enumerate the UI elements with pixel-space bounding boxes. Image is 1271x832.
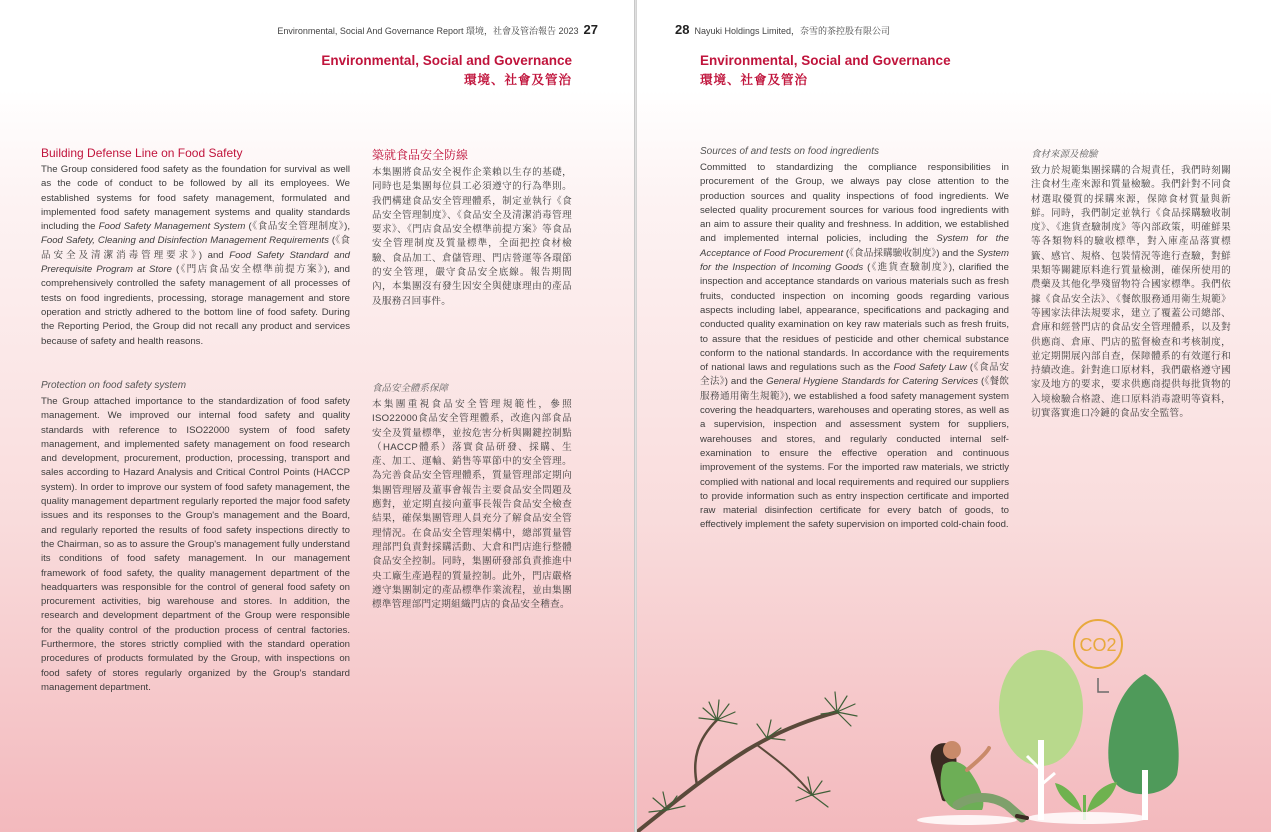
section-title-en-left: Environmental, Social and Governance — [321, 53, 572, 68]
running-header-right: 28 Nayuki Holdings Limited，奈雪的茶控股有限公司 — [675, 22, 891, 37]
sources-heading-en: Sources of and tests on food ingredients — [700, 146, 880, 157]
protection-heading-en: Protection on food safety system — [41, 380, 187, 391]
building-heading-zh: 築就食品安全防線 — [372, 148, 469, 162]
building-en-column — [41, 146, 350, 349]
protection-zh-column — [372, 380, 572, 612]
right-page — [637, 0, 1271, 832]
pine-tree-icon — [637, 692, 857, 832]
sources-zh-column — [1031, 146, 1231, 421]
page-number-right: 28 — [675, 22, 690, 37]
sitting-person-icon — [931, 741, 1027, 818]
left-page — [0, 0, 634, 832]
protection-en-column — [41, 380, 350, 695]
co2-bubble-icon — [1074, 620, 1122, 692]
sources-paragraph-en: Committed to standardizing the compliance responsibilities in procurement of the Group, we always pay close attention to the production sources and quality inspections of food ingredients. We selected quality procurement sources for various food ingredients with an aim to assure their quality and freshness. In addition, we established and implemented internal policies, including the System for the Acceptance of Food Procurement (《食品採購驗收制度》) and the System for the Inspection of Incoming Goods (《進貨查驗制度》), clarified the inspection and acceptance standards on various materials such as fresh fruits, conducted inspection on incoming goods regarding various aspects including label, appearance, specifications and packaging and conducted quality examination on key raw materials such as fresh fruits, to assure that the residues of pesticide and other chemical substance conform to the national standards. In accordance with the requirements of national laws and regulations such as the Food Safety Law (《食品安全法》) and the General Hygiene Standards for Catering Services (《餐飲服務通用衛生規範》), we established a food safety management system covering the headquarters, warehouses and operating stores, as well as a supervision, inspection and assessment system for suppliers, warehouses and stores, and regularly conducted internal self-examination to ensure the effective operation and continuous improvement of the systems. For the imported raw materials, we strictly complied with national and local requirements and required our suppliers to provide information such as entry inspection certificate and imported raw material disinfection certificate for every batch of goods, to effectively implement the safety supervision on imported cold-chain food. — [700, 162, 1010, 531]
sources-en-column — [700, 146, 1009, 533]
protection-paragraph-en: The Group attached importance to the standardization of food safety management. We improved our internal food safety and quality standards with reference to ISO22000 system of food safety management, and implemented safety management on food research and development, procurement, production, processing, transport and sales according to Hazard Analysis and Critical Control Points (HACCP system). In order to improve our system of food safety management, the quality management department regularly reported the major food safety issues and its responses to the Group's management and the Board, and regularly reported the results of food safety inspections directly to the Chairman, so as to assure the Group's management fully understand its conditions of food safety management. In our management framework of food safety, the quality management department of the headquarters was responsible for the control of general food safety on procurement activities, big warehouse and stores. In addition, the research and development department of the Group were responsible for the quality control of the production process of central factories. Furthermore, the stores strictly complied with the standard operation procedures of products formulated by the Group, with inspections on food safety of stores regularly organized by the Group's standard management department. — [41, 396, 351, 693]
sources-paragraph-zh: 致力於規範集團採購的合規責任，我們時刻關注食材生產來源和質量檢驗。我們針對不同食材選取優質的採購來源，保障食材質量與新鮮。同時，我們制定並執行《食品採購驗收制度》、《進貨查驗制度》等內部政策，明確鮮果等各類物料的驗收標準，對入庫產品落實標籤、感官、規格、包裝情況等進行查驗，對鮮果類等關鍵原料進行質量檢測，確保所使用的農藥及其他化學殘留物符合國家標準。我們依據《食品安全法》、《餐飲服務通用衛生規範》等國家法律法規要求，建立了覆蓋公司總部、倉庫和經營門店的食品安全管理體系，以及對供應商、倉庫、門店的監督檢查和考核制度，並定期開展內部自查，保障體系的有效運行和持續改進。針對進口原材料，我們嚴格遵守國家及地方的要求，要求供應商提供每批貨物的入境檢驗合格證、進口原料消毒證明等資料，切實落實進口冷鏈的食品安全監管。 — [1031, 165, 1231, 420]
protection-heading-zh: 食品安全體系保障 — [372, 383, 449, 394]
nature-illustration — [637, 600, 1271, 832]
co2-label: CO2 — [1079, 635, 1117, 655]
section-title-zh-left: 環境、社會及管治 — [463, 73, 572, 87]
building-heading-en: Building Defense Line on Food Safety — [41, 146, 243, 160]
section-title-en-right: Environmental, Social and Governance — [700, 53, 951, 68]
building-paragraph-zh: 本集團將食品安全視作企業賴以生存的基礎，同時也是集團每位員工必須遵守的行為準則。我們構建食品安全管理體系，制定並執行《食品安全管理制度》、《食品安全及清潔消毒管理要求》、《門店食品安全標準前提方案》等食品安全管理制度及質量標準，全面把控食材檢驗、食品加工、倉儲管理、門店營運等各環節的安全管理，嚴守食品安全底線。報告期間內，本集團沒有發生因安全與健康理由的產品及服務召回事件。 — [372, 167, 572, 307]
building-paragraph-en: The Group considered food safety as the foundation for survival as well as the code of conduct to be followed by all its employees. We established systems for food safety management, formulated and implemented food safety management systems and quality standards including the Food Safety Management System (《食品安全管理制度》), Food Safety, Cleaning and Disinfection Management Requirements (《食品安全及清潔消毒管理要求》) and Food Safety Standard and Prerequisite Program at Store (《門店食品安全標準前提方案》), and comprehensively controlled the safety management of all processes of tests on food ingredients, processing, storage management and store operation and strictly adhered to the bottom line of food safety. During the Reporting Period, the Group did not recall any product and services because of safety and health reasons. — [41, 164, 351, 347]
building-zh-column — [372, 146, 572, 309]
tall-tree-icon — [1108, 674, 1178, 820]
sources-heading-zh: 食材來源及檢驗 — [1031, 149, 1098, 160]
section-title-zh-right: 環境、社會及管治 — [700, 73, 809, 87]
page-number-left: 27 — [583, 22, 598, 37]
protection-paragraph-zh: 本集團重視食品安全管理規範性，參照ISO22000食品安全管理體系，改進內部食品安全及質量標準，並按危害分析與關鍵控制點（HACCP體系）落實食品研發、採購、生產、加工、運輸、銷售等單節中的安全管理。為完善食品安全管理體系，質量管理部定期向集團管理層及董事會報告主要食品安全問題及應對，並定期直接向董事長報告食品安全檢查結果，確保集團管理人員充分了解食品安全管理情況。在食品安全管理架構中，總部質量管理部門負責對採購活動、大倉和門店進行整體食品安全控制。同時，集團研發部負責推進中央工廠生產過程的質量控制。此外，門店嚴格遵守集團制定的產品標準作業流程，並由集團標準管理部門定期組織門店的食品安全稽查。 — [372, 399, 572, 611]
running-header-left: Environmental, Social And Governance Report 環境，社會及管治報告 2023 27 — [277, 22, 598, 37]
